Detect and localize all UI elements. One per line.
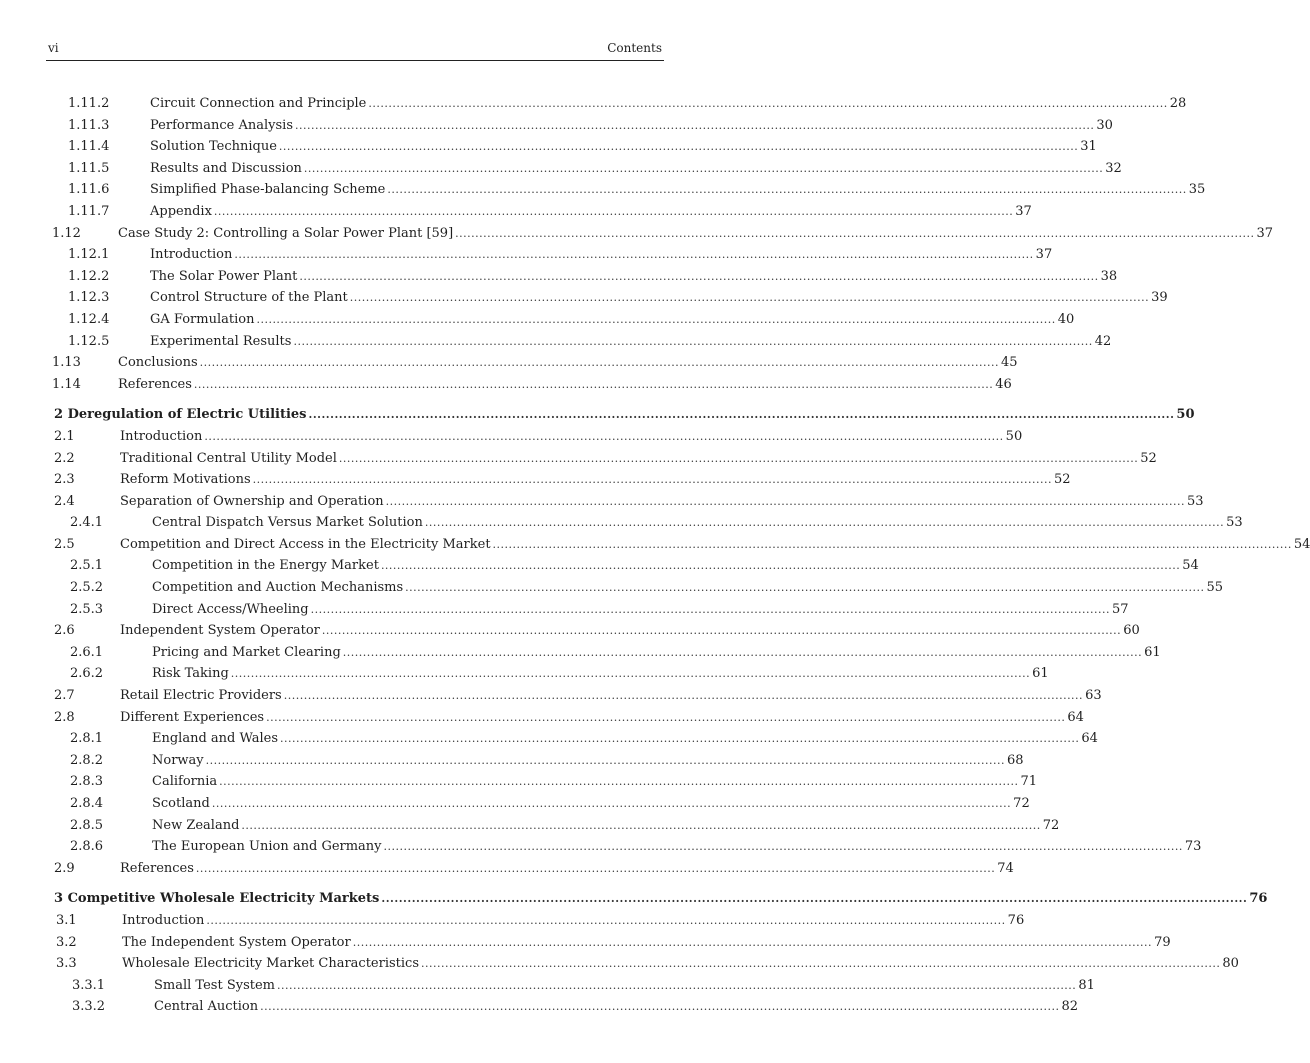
toc-entry-number: 2.8.4	[70, 796, 104, 811]
toc-entry-line	[152, 815, 1060, 837]
toc-entry-line	[152, 577, 1224, 599]
toc-entry-line	[150, 93, 1187, 115]
toc-entry-line	[120, 491, 1204, 513]
toc-entry-title: Central Auction	[154, 999, 259, 1015]
dot-leader: ........................................................................................................................................................................................................	[293, 334, 1093, 348]
toc-entry-page: 64	[1067, 709, 1084, 725]
toc-entry-line	[152, 663, 1049, 685]
toc-entry-page: 46	[995, 376, 1012, 392]
toc-chapter-entry[interactable]	[0, 888, 1268, 910]
toc-entry[interactable]	[0, 642, 1161, 664]
dot-leader: ........................................................................................................................................................................................................	[280, 732, 1080, 746]
toc-entry-page: 73	[1184, 839, 1202, 855]
toc-entry-page: 35	[1188, 182, 1206, 198]
toc-entry[interactable]	[0, 244, 1053, 266]
dot-leader: ........................................................................................................................................................................................................	[193, 377, 994, 391]
dot-leader: ........................................................................................................................................................................................................	[230, 667, 1031, 681]
dot-leader: ........................................................................................................................................................................................................	[219, 775, 1019, 789]
toc-entry-page: 50	[1005, 428, 1023, 444]
toc-entry-title: Circuit Connection and Principle	[150, 96, 367, 111]
page-number: vi	[48, 41, 59, 55]
toc-entry-number: 2.5.3	[70, 601, 104, 617]
toc-entry-title: Control Structure of the Plant	[150, 290, 348, 306]
toc-entry-title: References	[120, 860, 194, 876]
toc-entry-line	[152, 836, 1202, 858]
toc-entry-title: Introduction	[120, 428, 203, 444]
toc-entry-line	[152, 599, 1129, 621]
dot-leader: ........................................................................................................................................................................................................	[383, 840, 1183, 854]
toc-entry[interactable]	[0, 750, 1024, 772]
toc-entry-line	[54, 888, 1268, 910]
toc-entry-line	[150, 158, 1122, 180]
toc-entry-line	[154, 975, 1095, 997]
toc-entry[interactable]	[0, 93, 1187, 115]
toc-entry-number: 1.11.5	[68, 160, 110, 176]
toc-entry-page: 28	[1169, 96, 1187, 111]
toc-entry-line	[120, 448, 1157, 470]
toc-entry-number: 2.8.2	[70, 752, 104, 768]
toc-entry-title: Wholesale Electricity Market Characteristics	[122, 956, 419, 972]
dot-leader: ........................................................................................................................................................................................................	[199, 356, 999, 370]
toc-entry-line	[152, 793, 1030, 815]
toc-entry-number: 2.7	[54, 688, 75, 704]
toc-entry-title: Competition and Auction Mechanisms	[152, 580, 404, 596]
page-header	[46, 38, 664, 61]
toc-entry-page: 55	[1206, 580, 1224, 596]
toc-entry-line	[118, 374, 1012, 396]
toc-entry-page: 61	[1032, 666, 1049, 682]
toc-entry-line	[150, 136, 1097, 158]
toc-entry-number: 2.5	[54, 536, 75, 552]
toc-entry-page: 60	[1123, 623, 1140, 639]
toc-entry-number: 2.6.1	[70, 644, 104, 660]
dot-leader: ........................................................................................................................................................................................................	[368, 97, 1168, 110]
dot-leader: ........................................................................................................................................................................................................	[252, 473, 1052, 487]
toc-entry-number: 3.1	[56, 912, 77, 928]
toc-entry-title: Pricing and Market Clearing	[152, 644, 341, 660]
toc-entry-number: 2.8.6	[70, 839, 104, 855]
toc-entry-page: 80	[1222, 956, 1239, 972]
toc-entry-page: 38	[1100, 268, 1118, 284]
toc-entry-number: 1.11.4	[68, 139, 110, 155]
toc-entry-title: GA Formulation	[150, 311, 255, 327]
toc-entry-page: 71	[1020, 774, 1038, 790]
toc-entry-page: 63	[1085, 688, 1102, 704]
toc-entry-number: 2.8.5	[70, 817, 104, 833]
toc-entry-line	[150, 201, 1032, 223]
toc-entry-title: Introduction	[150, 247, 233, 263]
toc-entry-title: Competition and Direct Access in the Electricity Market	[120, 536, 491, 552]
dot-leader: ........................................................................................................................................................................................................	[234, 248, 1034, 262]
toc-entry[interactable]	[0, 534, 1310, 556]
toc-entry-line	[120, 534, 1310, 556]
toc-entry-line	[118, 352, 1018, 374]
toc-entry[interactable]	[0, 599, 1129, 621]
dot-leader: ........................................................................................................................................................................................................	[241, 818, 1041, 832]
toc-entry-page: 72	[1013, 796, 1030, 811]
toc-entry-title: Risk Taking	[152, 666, 229, 682]
toc-entry-title: Competition in the Energy Market	[152, 558, 379, 574]
dot-leader: ........................................................................................................................................................................................................	[206, 913, 1006, 927]
toc-entry-number: 2.5.2	[70, 580, 104, 596]
toc-entry[interactable]	[0, 223, 1274, 245]
dot-leader: ........................................................................................................................................................................................................	[204, 429, 1004, 443]
dot-leader: ........................................................................................................................................................................................................	[266, 710, 1066, 724]
toc-entry-title: Separation of Ownership and Operation	[120, 493, 384, 509]
toc-entry[interactable]	[0, 491, 1204, 513]
dot-leader: ........................................................................................................................................................................................................	[299, 269, 1099, 283]
toc-entry-line	[122, 910, 1025, 932]
toc-entry-number: 1.12	[52, 225, 81, 241]
toc-entry-line	[152, 771, 1038, 793]
toc-entry[interactable]	[0, 577, 1224, 599]
toc-entry[interactable]	[0, 448, 1157, 470]
toc-entry[interactable]	[0, 469, 1071, 491]
toc-entry[interactable]	[0, 158, 1122, 180]
toc-entry-title: Retail Electric Providers	[120, 688, 282, 704]
dot-leader: ........................................................................................................................................................................................................	[256, 312, 1056, 326]
toc-entry-number: 1.12.4	[68, 311, 110, 327]
toc-entry-title: Norway	[152, 752, 204, 768]
toc-entry-number: 2.3	[54, 472, 75, 488]
dot-leader: ........................................................................................................................................................................................................	[308, 408, 1175, 422]
toc-entry-number: 1.11.2	[68, 96, 110, 111]
toc-entry-line	[120, 707, 1084, 729]
toc-entry-line	[150, 309, 1075, 331]
toc-entry-title: Conclusions	[118, 355, 198, 371]
toc-entry-title: England and Wales	[152, 731, 279, 747]
toc-entry[interactable]	[0, 201, 1032, 223]
toc-entry-title: Traditional Central Utility Model	[120, 450, 337, 466]
dot-leader: ........................................................................................................................................................................................................	[278, 140, 1079, 154]
toc-entry-page: 54	[1293, 536, 1310, 552]
toc-entry-title: The Independent System Operator	[122, 934, 351, 950]
dot-leader: ........................................................................................................................................................................................................	[387, 183, 1187, 197]
dot-leader: ........................................................................................................................................................................................................	[205, 753, 1005, 767]
toc-entry-title: Independent System Operator	[120, 623, 320, 639]
toc-entry[interactable]	[0, 728, 1098, 750]
toc-entry[interactable]	[0, 287, 1168, 309]
toc-entry[interactable]	[0, 266, 1118, 288]
toc-entry-line	[120, 469, 1071, 491]
toc-entry-line	[54, 404, 1195, 426]
toc-entry-line	[122, 932, 1171, 954]
toc-entry-title: Experimental Results	[150, 333, 292, 349]
toc-entry-title: Case Study 2: Controlling a Solar Power Plant [59]	[118, 225, 454, 241]
toc-entry-number: 3.3.1	[72, 977, 106, 993]
table-of-contents	[0, 93, 1310, 1018]
dot-leader: ........................................................................................................................................................................................................	[421, 957, 1221, 971]
toc-entry-number: 1.11.6	[68, 182, 110, 198]
toc-entry-title: Simplified Phase-balancing Scheme	[150, 182, 386, 198]
toc-entry-line	[118, 223, 1274, 245]
dot-leader: ........................................................................................................................................................................................................	[310, 602, 1110, 616]
toc-entry-number: 2.9	[54, 860, 75, 876]
toc-entry[interactable]	[0, 793, 1030, 815]
toc-entry-title: Different Experiences	[120, 709, 265, 725]
toc-entry-page: 81	[1078, 977, 1095, 993]
dot-leader: ........................................................................................................................................................................................................	[321, 624, 1122, 638]
toc-entry[interactable]	[0, 512, 1243, 534]
dot-leader: ........................................................................................................................................................................................................	[195, 861, 996, 875]
toc-entry[interactable]	[0, 858, 1014, 880]
toc-entry[interactable]	[0, 975, 1095, 997]
dot-leader: ........................................................................................................................................................................................................	[338, 451, 1139, 465]
toc-entry-page: 68	[1006, 752, 1024, 768]
toc-entry[interactable]	[0, 426, 1023, 448]
toc-entry-number: 1.11.7	[68, 203, 110, 219]
toc-entry-page: 40	[1057, 311, 1075, 327]
toc-entry-title: Results and Discussion	[150, 160, 302, 176]
toc-entry-number: 3.2	[56, 934, 77, 950]
toc-entry-line	[154, 996, 1078, 1018]
toc-entry-number: 2.8.3	[70, 774, 104, 790]
toc-entry-page: 74	[997, 860, 1014, 876]
toc-entry[interactable]	[0, 771, 1038, 793]
toc-entry-page: 52	[1054, 472, 1071, 488]
toc-entry-page: 61	[1144, 644, 1161, 660]
toc-entry-line	[152, 750, 1024, 772]
toc-entry-title: Introduction	[122, 912, 205, 928]
toc-entry-title: Small Test System	[154, 977, 275, 993]
toc-entry[interactable]	[0, 815, 1060, 837]
toc-entry-page: 50	[1176, 407, 1195, 423]
toc-entry-line	[150, 179, 1206, 201]
toc-entry-number: 2.8	[54, 709, 75, 725]
toc-entry[interactable]	[0, 115, 1113, 137]
toc-entry-number: 1.12.1	[68, 247, 110, 263]
toc-entry-page: 54	[1182, 558, 1199, 574]
toc-entry-number: 2.1	[54, 428, 75, 444]
toc-entry-title: Appendix	[150, 203, 212, 219]
toc-entry-title: Central Dispatch Versus Market Solution	[152, 515, 423, 531]
toc-entry-page: 45	[1001, 355, 1018, 371]
toc-entry-title: 2 Deregulation of Electric Utilities	[54, 407, 307, 423]
toc-entry-title: The European Union and Germany	[152, 839, 382, 855]
toc-entry-page: 57	[1111, 601, 1129, 617]
toc-entry-page: 30	[1096, 117, 1113, 133]
toc-entry-line	[150, 244, 1053, 266]
toc-entry-number: 1.14	[52, 376, 81, 392]
dot-leader: ........................................................................................................................................................................................................	[349, 291, 1150, 305]
dot-leader: ........................................................................................................................................................................................................	[295, 118, 1095, 132]
toc-entry[interactable]	[0, 996, 1078, 1018]
toc-entry[interactable]	[0, 663, 1049, 685]
toc-chapter-entry[interactable]	[0, 404, 1195, 426]
dot-leader: ........................................................................................................................................................................................................	[283, 689, 1084, 703]
toc-entry-number: 2.6.2	[70, 666, 104, 682]
dot-leader: ........................................................................................................................................................................................................	[303, 161, 1104, 175]
toc-entry-line	[120, 858, 1014, 880]
toc-entry-number: 1.12.5	[68, 333, 110, 349]
toc-entry-line	[150, 266, 1118, 288]
toc-entry[interactable]	[0, 685, 1102, 707]
toc-entry-line	[152, 512, 1243, 534]
dot-leader: ........................................................................................................................................................................................................	[211, 797, 1012, 810]
toc-entry-page: 37	[1256, 225, 1274, 241]
toc-entry-page: 72	[1042, 817, 1060, 833]
dot-leader: ........................................................................................................................................................................................................	[385, 494, 1185, 508]
toc-entry-title: Solution Technique	[150, 139, 277, 155]
toc-entry[interactable]	[0, 179, 1206, 201]
toc-entry-page: 39	[1151, 290, 1168, 306]
toc-entry-line	[150, 331, 1112, 353]
toc-entry-line	[150, 115, 1113, 137]
toc-entry-line	[120, 620, 1140, 642]
toc-entry-page: 82	[1061, 999, 1078, 1015]
toc-entry[interactable]	[0, 932, 1171, 954]
toc-entry-number: 1.11.3	[68, 117, 110, 133]
dot-leader: ........................................................................................................................................................................................................	[455, 226, 1255, 240]
toc-entry[interactable]	[0, 953, 1239, 975]
dot-leader: ........................................................................................................................................................................................................	[276, 978, 1077, 992]
toc-entry-page: 42	[1094, 333, 1112, 349]
toc-entry[interactable]	[0, 707, 1084, 729]
toc-entry-title: The Solar Power Plant	[150, 268, 298, 284]
toc-entry-page: 31	[1080, 139, 1097, 155]
toc-entry[interactable]	[0, 620, 1140, 642]
toc-entry[interactable]	[0, 352, 1018, 374]
toc-entry[interactable]	[0, 555, 1199, 577]
toc-entry-line	[120, 685, 1102, 707]
toc-entry-number: 2.6	[54, 623, 75, 639]
toc-entry-page: 52	[1140, 450, 1157, 466]
toc-entry-line	[122, 953, 1239, 975]
toc-entry[interactable]	[0, 136, 1097, 158]
toc-entry-number: 2.5.1	[70, 558, 104, 574]
toc-entry-page: 53	[1226, 515, 1243, 531]
toc-entry-number: 1.12.2	[68, 268, 110, 284]
toc-entry-title: References	[118, 376, 192, 392]
toc-entry-title: Scotland	[152, 796, 210, 811]
toc-entry-line	[152, 642, 1161, 664]
toc-entry-line	[152, 555, 1199, 577]
dot-leader: ........................................................................................................................................................................................................	[405, 581, 1205, 595]
toc-entry-title: Direct Access/Wheeling	[152, 601, 309, 617]
toc-entry-number: 2.8.1	[70, 731, 104, 747]
toc-entry-line	[150, 287, 1168, 309]
toc-entry-page: 37	[1035, 247, 1053, 263]
toc-entry-title: California	[152, 774, 218, 790]
toc-entry-page: 79	[1154, 934, 1171, 950]
dot-leader: ........................................................................................................................................................................................................	[380, 559, 1181, 573]
running-title: Contents	[607, 41, 662, 55]
dot-leader: ........................................................................................................................................................................................................	[424, 516, 1225, 530]
toc-entry-number: 3.3.2	[72, 999, 106, 1015]
toc-entry-title: Performance Analysis	[150, 117, 293, 133]
toc-entry-title: Reform Motivations	[120, 472, 251, 488]
toc-entry-line	[152, 728, 1098, 750]
dot-leader: ........................................................................................................................................................................................................	[352, 935, 1153, 949]
toc-entry-number: 1.13	[52, 355, 81, 371]
toc-entry[interactable]	[0, 910, 1025, 932]
dot-leader: ........................................................................................................................................................................................................	[381, 892, 1248, 906]
toc-entry-title: 3 Competitive Wholesale Electricity Markets	[54, 891, 380, 907]
toc-entry-number: 3.3	[56, 956, 77, 972]
dot-leader: ........................................................................................................................................................................................................	[213, 204, 1014, 218]
toc-entry-page: 37	[1015, 203, 1032, 219]
toc-entry-page: 76	[1249, 891, 1268, 907]
toc-entry[interactable]	[0, 331, 1112, 353]
toc-entry-number: 1.12.3	[68, 290, 110, 306]
dot-leader: ........................................................................................................................................................................................................	[260, 1000, 1060, 1014]
toc-entry-number: 2.4.1	[70, 515, 104, 531]
toc-entry-title: New Zealand	[152, 817, 240, 833]
toc-entry[interactable]	[0, 374, 1012, 396]
toc-entry-page: 64	[1081, 731, 1098, 747]
toc-entry-page: 32	[1105, 160, 1122, 176]
toc-entry-page: 53	[1186, 493, 1204, 509]
toc-entry-page: 76	[1007, 912, 1025, 928]
toc-entry[interactable]	[0, 309, 1075, 331]
toc-entry-number: 2.2	[54, 450, 75, 466]
toc-entry-line	[120, 426, 1023, 448]
toc-entry-number: 2.4	[54, 493, 75, 509]
dot-leader: ........................................................................................................................................................................................................	[342, 645, 1143, 659]
toc-entry[interactable]	[0, 836, 1202, 858]
dot-leader: ........................................................................................................................................................................................................	[492, 537, 1292, 551]
